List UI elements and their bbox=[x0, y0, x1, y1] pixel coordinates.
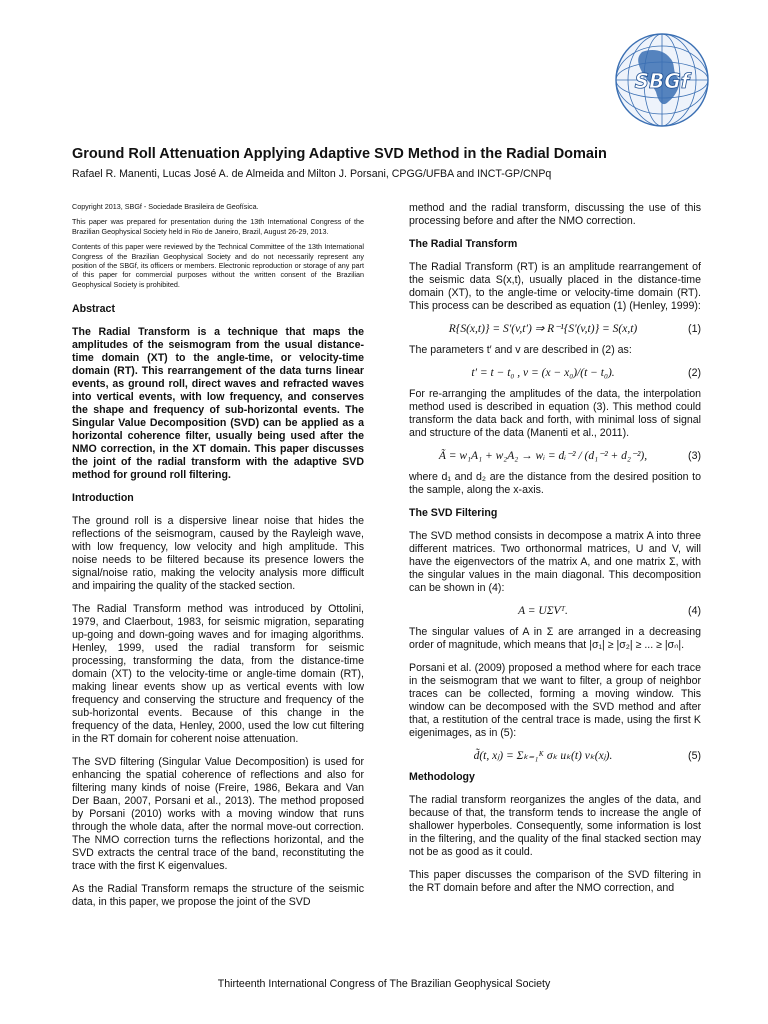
equation-2 bbox=[409, 367, 701, 380]
methodology-paragraph-1: The radial transform reorganizes the angles of the data, and because of that, the transform tends to increase the angle of shallower hyperboles. Consequently, some information is lost in the filtering, and the quality of the final stacked section may not be as good as it could. bbox=[409, 794, 701, 858]
equation-5-number: (5) bbox=[688, 750, 701, 762]
svd-paragraph-1: The SVD method consists in decompose a matrix A into three different matrices. Two orthonormal matrices, U and V, will have the eigenvectors of the matrix A, and one matrix Σ, with the singular values in the main diagonal. This decomposition can be shown in (4): bbox=[409, 530, 701, 594]
right-column bbox=[409, 202, 701, 905]
abstract-text: The Radial Transform is a technique that maps the amplitudes of the seismogram from the usual distance-time domain (XT) to the angle-time, or velocity-time domain (RT). This rearrangement of the data turns linear events, as ground roll, direct waves and refracted waves into vertical events, with low frequency, and conserves the shape and frequency of sub-horizontal events. The Singular Value Decomposition (SVD) can be applied as a horizontal coherence filter, usually being used after the NMO correction, in the XT domain. This paper discusses the joint of the radial transform with the adaptive SVD method for ground roll filtering. bbox=[72, 326, 364, 482]
svd-heading: The SVD Filtering bbox=[409, 507, 498, 519]
introduction-heading: Introduction bbox=[72, 492, 134, 505]
equation-4 bbox=[409, 605, 701, 618]
page-footer: Thirteenth International Congress of The Brazilian Geophysical Society bbox=[217, 978, 551, 990]
equation-4-number: (4) bbox=[688, 605, 701, 617]
copyright-line: Copyright 2013, SBGf - Sociedade Brasileira de Geofísica. bbox=[72, 202, 259, 211]
paper-title: Ground Roll Attenuation Applying Adaptive SVD Method in the Radial Domain bbox=[72, 146, 607, 162]
radial-transform-heading: The Radial Transform bbox=[409, 238, 518, 250]
svd-paragraph-3: Porsani et al. (2009) proposed a method where for each trace in the seismogram that we want to filter, a group of neighbor traces can be collected, forming a moving window. This window can be decomposed with the SVD method and after that, a restitution of the central trace is made, using the first K eigenimages, as in (5): bbox=[409, 662, 701, 739]
svd-paragraph-2: The singular values of A in Σ are arranged in a decreasing order of magnitude, which means that |σ₁| ≥ |σ₂| ≥ ... ≥ |σₙ|. bbox=[409, 626, 701, 651]
rt-paragraph-1: The Radial Transform (RT) is an amplitude rearrangement of the seismic data S(x,t), usually placed in the distance-time domain (XT), to the angle-time or velocity-time domain (RT). This process can be described as equation (1) (Henley, 1999): bbox=[409, 261, 701, 312]
equation-3-body: Ã = w₁A₁ + w₂A₂ → wᵢ = dᵢ⁻² / (d₁⁻² + d₂⁻²), bbox=[438, 450, 648, 462]
presentation-note: This paper was prepared for presentation during the 13th International Congress of the Brazilian Geophysical Society held in Rio de Janeiro, Brazil, August 26-29, 2013. bbox=[72, 217, 364, 236]
equation-2-body: t′ = t − t₀ , v = (x − x₀)/(t − t₀). bbox=[471, 367, 615, 379]
equation-2-number: (2) bbox=[688, 367, 701, 379]
equation-3-number: (3) bbox=[688, 450, 701, 462]
methodology-heading: Methodology bbox=[409, 771, 475, 783]
equation-5 bbox=[409, 750, 701, 763]
equation-1-body: R{S(x,t)} = S′(v,t′) ⇒ R⁻¹{S′(v,t)} = S(x,t) bbox=[448, 323, 638, 335]
intro-paragraph-4: As the Radial Transform remaps the structure of the seismic data, in this paper, we propose the joint of the SVD bbox=[72, 883, 364, 909]
rt-paragraph-3: For re-arranging the amplitudes of the data, the interpolation method used is described in equation (3). This method could transform the data back and forth, with minimal loss of signal and structure of the data (Manenti et al., 2011). bbox=[409, 388, 701, 439]
rt-paragraph-2: The parameters t′ and v are described in (2) as: bbox=[409, 344, 632, 356]
review-note: Contents of this paper were reviewed by the Technical Committee of the 13th International Congress of the Brazilian Geophysical Society and do not necessarily represent any position of the SBGf, its officers or members. Electronic reproduction or storage of any part of this paper for commercial purposes without the written consent of the Brazilian Geophysical Society is prohibited. bbox=[72, 242, 364, 289]
logo-text: SBGf bbox=[634, 69, 690, 93]
intro-paragraph-3: The SVD filtering (Singular Value Decomposition) is used for enhancing the spatial coherence of reflections and also for filtering many kinds of noise (Freire, 1986, Bekara and Van Der Baan, 2007, Porsani et al., 2013). The method proposed by Porsani (2010) works with a moving window that runs through the whole data, after the normal move-out correction. The NMO correction turns the reflections horizontal, and the SVD extracts the central trace of the band, reconstituting the trace with the first K eigenvalues. bbox=[72, 756, 364, 873]
intro-paragraph-2: The Radial Transform method was introduced by Ottolini, 1979, and Claerbout, 1983, for seismic migration, separating up-going and down-going waves and for imaging algorithms. Henley, 1999, used the radial transform for seismic processing, transforming the data, from the distance-time domain (XT) to the velocity-time or angle-time domain (RT), making linear events show up as vertical events with low frequency and conserving the structure and frequency of the sub-horizontal events. Because of this change in the frequency of the data, Henley, 2000, used the low cut filtering in the RT domain for coherent noise attenuation. bbox=[72, 603, 364, 746]
equation-4-body: A = UΣVᵀ. bbox=[518, 605, 568, 617]
abstract-heading: Abstract bbox=[72, 303, 115, 316]
methodology-paragraph-2: This paper discusses the comparison of the SVD filtering in the RT domain before and after the NMO correction, and bbox=[409, 869, 701, 894]
equation-3 bbox=[409, 450, 701, 463]
intro-paragraph-5: method and the radial transform, discussing the use of this processing before and after the NMO correction. bbox=[409, 202, 701, 227]
equation-1-number: (1) bbox=[688, 323, 701, 335]
rt-paragraph-4: where d₁ and d₂ are the distance from the desired position to the sample, along the x-axis. bbox=[409, 471, 701, 496]
intro-paragraph-1: The ground roll is a dispersive linear noise that hides the reflections of the seismogram, caused by the Rayleigh wave, with low frequency, low velocity and high amplitude. This noise needs to be filtered because its presence lowers the signal/noise ratio, making the velocity analysis more difficult and impairing the quality of the stacked section. bbox=[72, 515, 364, 593]
sbgf-logo bbox=[612, 30, 712, 130]
equation-5-body: d̃(t, xⱼ) = Σₖ₌₁ᴷ σₖ uₖ(t) vₖ(xⱼ). bbox=[473, 750, 613, 762]
paper-authors: Rafael R. Manenti, Lucas José A. de Almeida and Milton J. Porsani, CPGG/UFBA and INCT-GP/CNPq bbox=[72, 168, 552, 180]
equation-1 bbox=[409, 323, 701, 336]
left-column bbox=[72, 202, 364, 919]
